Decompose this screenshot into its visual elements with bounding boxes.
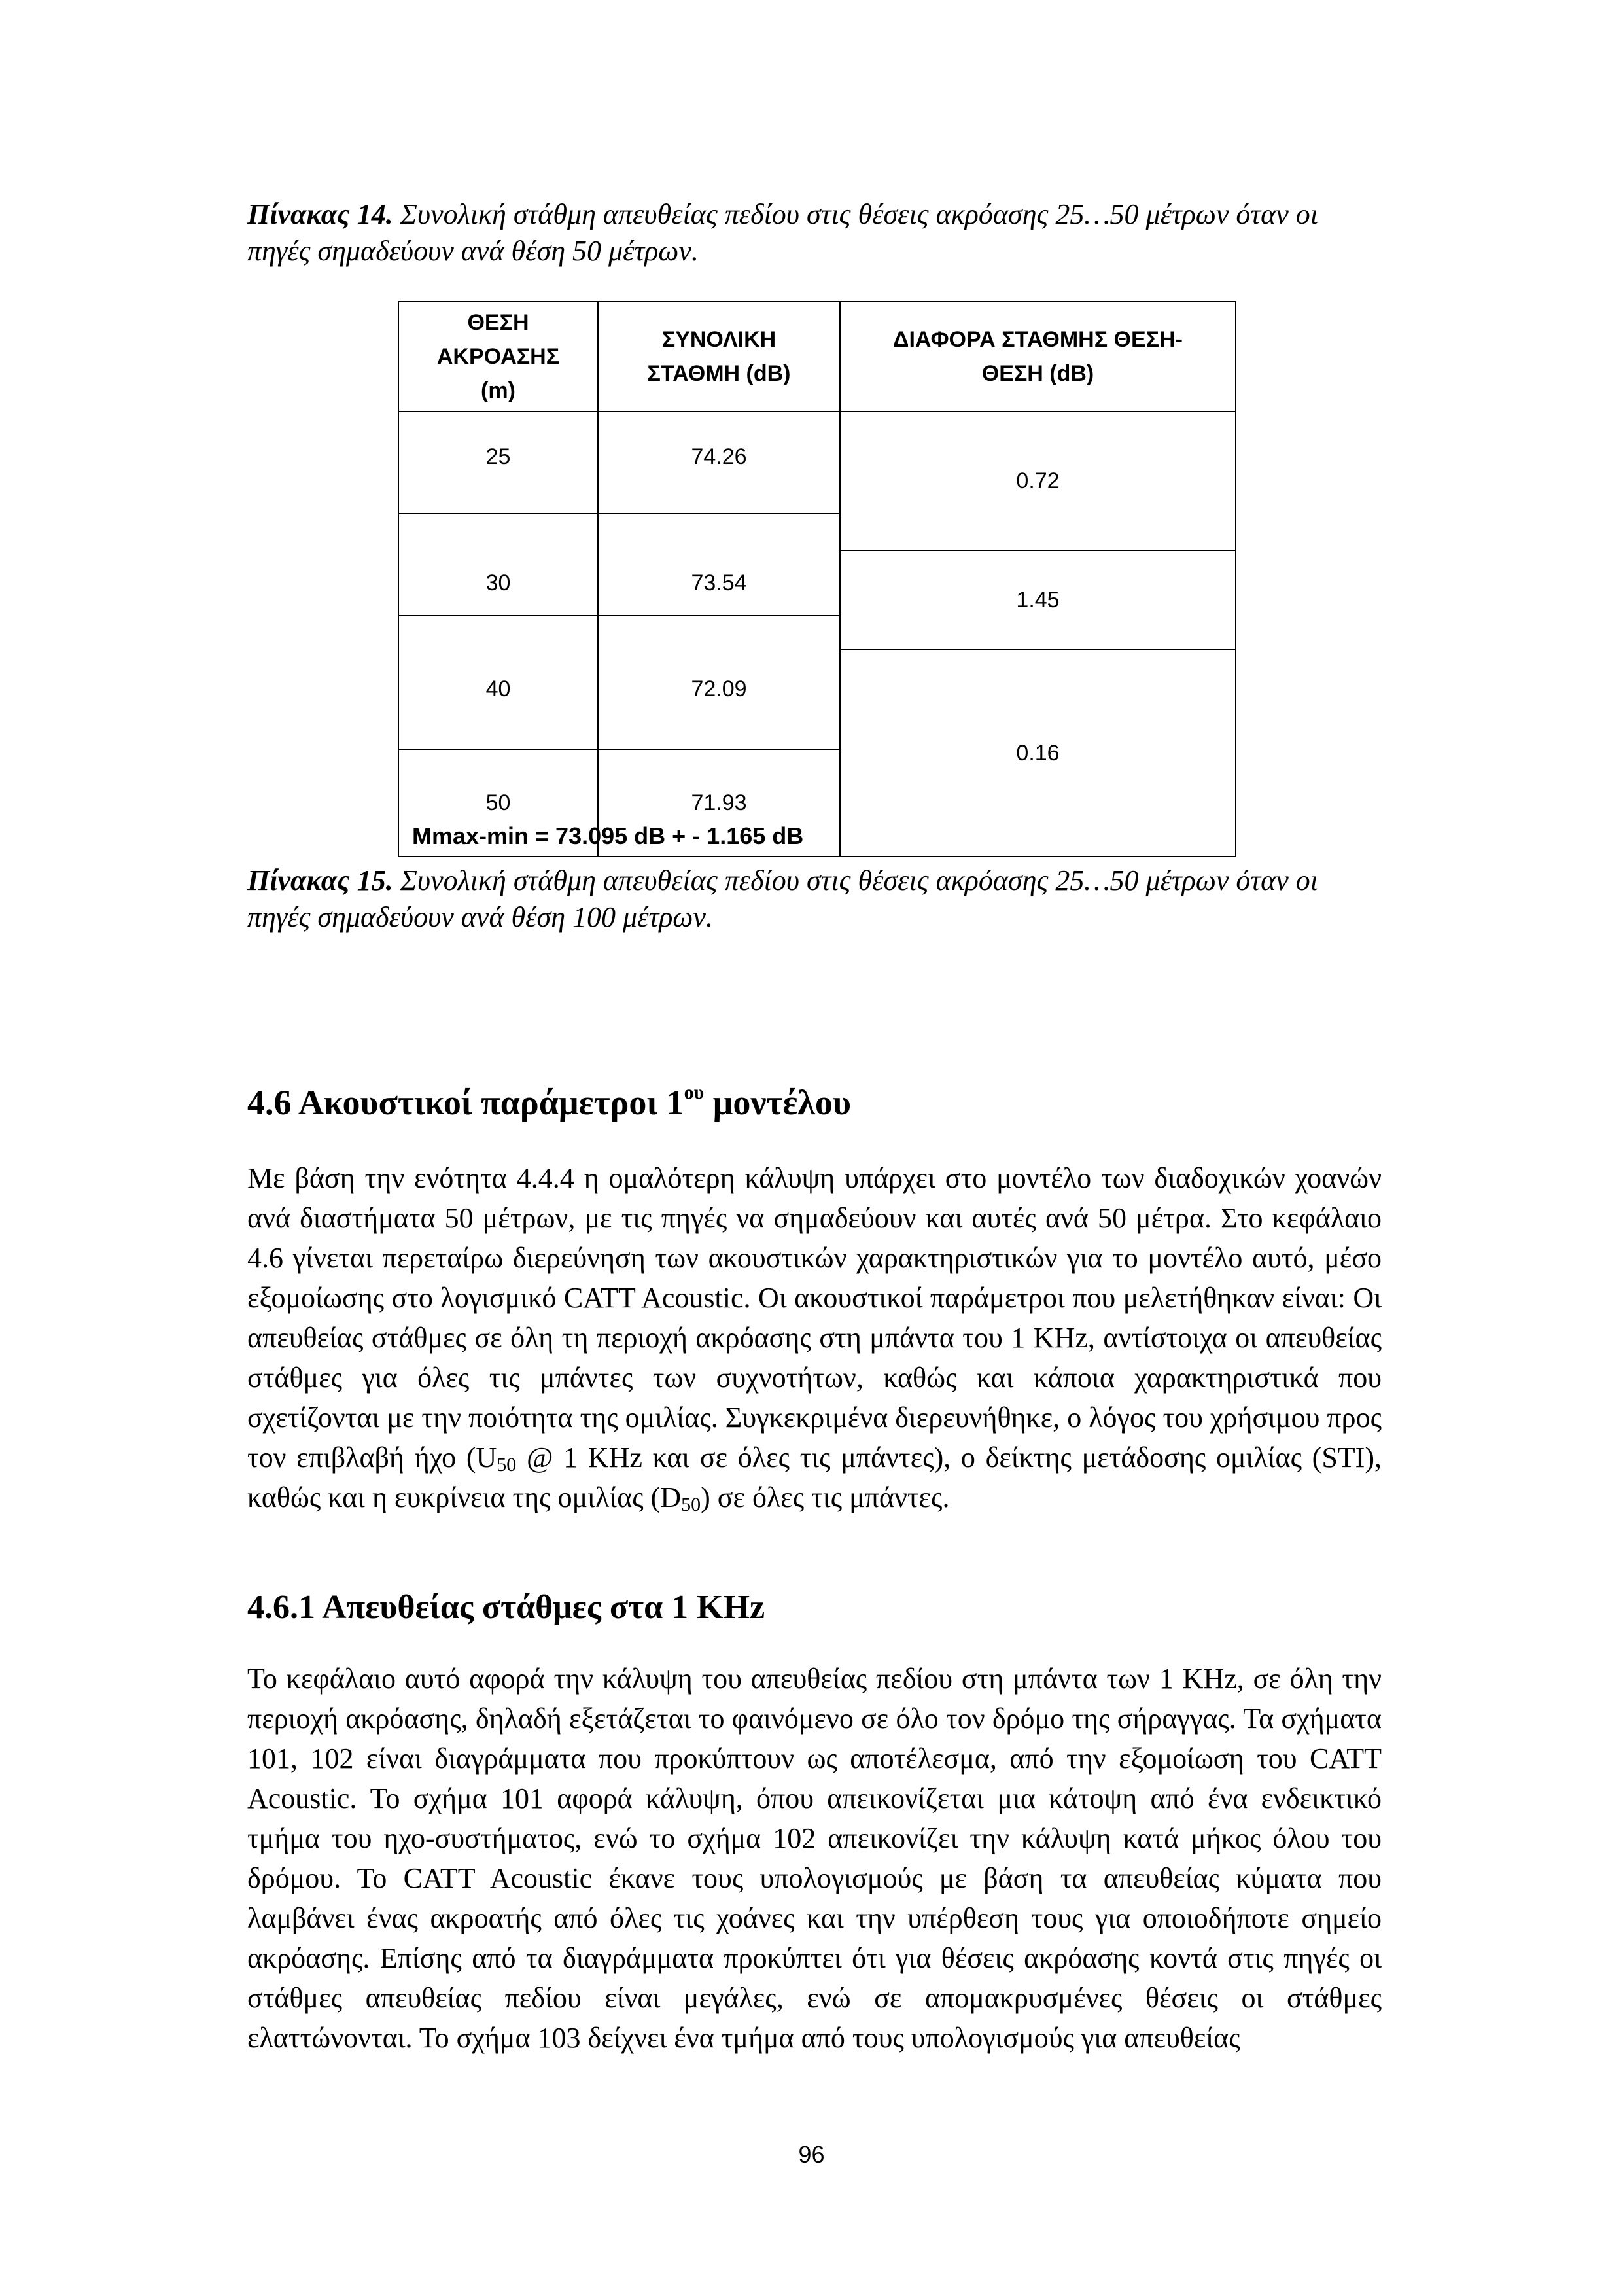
section-4-6-title-end: μοντέλου xyxy=(704,1083,851,1122)
cell-position-50: 50 xyxy=(398,749,598,857)
d50-subscript: 50 xyxy=(681,1494,701,1515)
section-4-6-1-paragraph: Το κεφάλαιο αυτό αφορά την κάλυψη του απευθείας πεδίου στη μπάντα των 1 KHz, σε όλη την περιοχή ακρόασης, δηλαδή εξετάζεται το φαινόμενο σε όλο τον δρόμο της σήραγγας. Τα σχήματα 101, 102 είναι διαγράμματα που προκύπτουν ως αποτέλεσμα, από την εξομοίωση του CATT Acoustic. Το σχήμα 101 αφορά κάλυψη, όπου απεικονίζεται μια κάτοψη από ένα ενδεικτικό τμήμα του ηχο-συστήματος, ενώ το σχήμα 102 απεικονίζει την κάλυψη κατά μήκος όλου του δρόμου. Το CATT Acoustic έκανε τους υπολογισμούς με βάση τα απευθείας κύματα που λαμβάνει ένας ακροατής από όλες τις χοάνες και την υπέρθεση τους για οποιοδήποτε σημείο ακρόασης. Επίσης από τα διαγράμματα προκύπτει ότι για θέσεις ακρόασης κοντά στις πηγές οι στάθμες απευθείας πεδίου είναι μεγάλες, ενώ σε απομακρυσμένες θέσεις οι στάθμες ελαττώνονται. Το σχήμα 103 δείχνει ένα τμήμα από τους υπολογισμούς για απευθείας xyxy=(247,1663,1382,2054)
header-position-line2: ΑΚΡΟΑΣΗΣ xyxy=(436,344,560,369)
paragraph-part-a: Με βάση την ενότητα 4.4.4 η ομαλότερη κάλυψη υπάρχει στο μοντέλο των διαδοχικών χοανών ανά διαστήματα 50 μέτρων, με τις πηγές να σημαδεύουν και αυτές ανά 50 μέτρα. Στο κεφάλαιο 4.6 γίνεται περεταίρω διερεύνηση των ακουστικών χαρακτηριστικών για το μοντέλο αυτό, μέσο εξομοίωσης στο λογισμικό CATT Acoustic. Οι ακουστικοί παράμετροι που μελετήθηκαν είναι: Οι απευθείας στάθμες σε όλη τη περιοχή ακρόασης στη μπάντα του 1 KHz, αντίστοιχα οι απευθείας στάθμες για όλες τις μπάντες των συχνοτήτων, καθώς και κάποια χαρακτηριστικά που σχετίζονται με την ποιότητα της ομιλίας. Συγκεκριμένα διερευνήθηκε, ο λόγος του χρήσιμου προς τον επιβλαβή ήχο (U xyxy=(247,1162,1382,1474)
levels-table xyxy=(398,301,1236,857)
header-diff xyxy=(840,302,1236,412)
cell-total-25: 74.26 xyxy=(598,412,840,514)
cell-total-40: 72.09 xyxy=(598,650,840,749)
header-total-line2: ΣΤΑΘΜΗ (dB) xyxy=(647,361,791,386)
cell-empty xyxy=(398,514,598,550)
cell-position-25: 25 xyxy=(398,412,598,514)
table-row xyxy=(398,412,1236,514)
cell-total-30: 73.54 xyxy=(598,550,840,616)
table-15-caption xyxy=(247,862,1386,936)
header-total-line1: ΣΥΝΟΛΙΚΗ xyxy=(661,327,777,352)
section-4-6-1-heading: 4.6.1 Απευθείας στάθμες στα 1 KHz xyxy=(247,1589,765,1626)
cell-diff-40-50: 0.16 xyxy=(840,650,1236,857)
page-number: 96 xyxy=(798,2141,825,2168)
header-position-line1: ΘΕΣΗ xyxy=(467,310,529,335)
cell-diff-30-40: 1.45 xyxy=(840,550,1236,650)
u50-subscript: 50 xyxy=(497,1454,517,1475)
table-14-caption-label: Πίνακας 14. xyxy=(247,198,393,230)
table-row xyxy=(398,550,1236,616)
cell-empty xyxy=(598,514,840,550)
table-15-caption-label: Πίνακας 15. xyxy=(247,864,393,896)
cell-empty xyxy=(398,616,598,650)
cell-total-50: 71.93 xyxy=(598,749,840,857)
header-diff-line2: ΘΕΣΗ (dB) xyxy=(981,361,1094,386)
cell-diff-25-30: 0.72 xyxy=(840,412,1236,550)
cell-position-40: 40 xyxy=(398,650,598,749)
section-4-6-heading xyxy=(247,1081,851,1124)
table-15-caption-text: Συνολική στάθμη απευθείας πεδίου στις θέσεις ακρόασης 25…50 μέτρων όταν οι πηγές σημαδεύουν ανά θέση 100 μέτρων. xyxy=(247,864,1318,933)
header-total xyxy=(598,302,840,412)
cell-empty xyxy=(598,616,840,650)
paragraph-part-b: @ 1 KHz και σε όλες τις μπάντες), ο δείκτης μετάδοσης ομιλίας (STI), καθώς και η ευκρίνεια της ομιλίας (D xyxy=(247,1441,1382,1513)
header-diff-line1: ΔΙΑΦΟΡΑ ΣΤΑΘΜΗΣ ΘΕΣΗ- xyxy=(893,327,1183,352)
header-position xyxy=(398,302,598,412)
section-4-6-paragraph xyxy=(247,1158,1382,1517)
paragraph-part-c: ) σε όλες τις μπάντες. xyxy=(701,1481,950,1513)
table-14-caption-text: Συνολική στάθμη απευθείας πεδίου στις θέσεις ακρόασης 25…50 μέτρων όταν οι πηγές σημαδεύουν ανά θέση 50 μέτρων. xyxy=(247,198,1318,267)
cell-position-30: 30 xyxy=(398,550,598,616)
section-4-6-title: 4.6 Ακουστικοί παράμετροι 1 xyxy=(247,1083,684,1122)
header-position-line3: (m) xyxy=(481,378,515,403)
table-14-caption xyxy=(247,196,1386,270)
section-4-6-title-superscript: ου xyxy=(684,1082,705,1103)
table-row xyxy=(398,650,1236,749)
mmax-note: Mmax-min = 73.095 dB + - 1.165 dB xyxy=(412,822,804,849)
table-header-row xyxy=(398,302,1236,412)
